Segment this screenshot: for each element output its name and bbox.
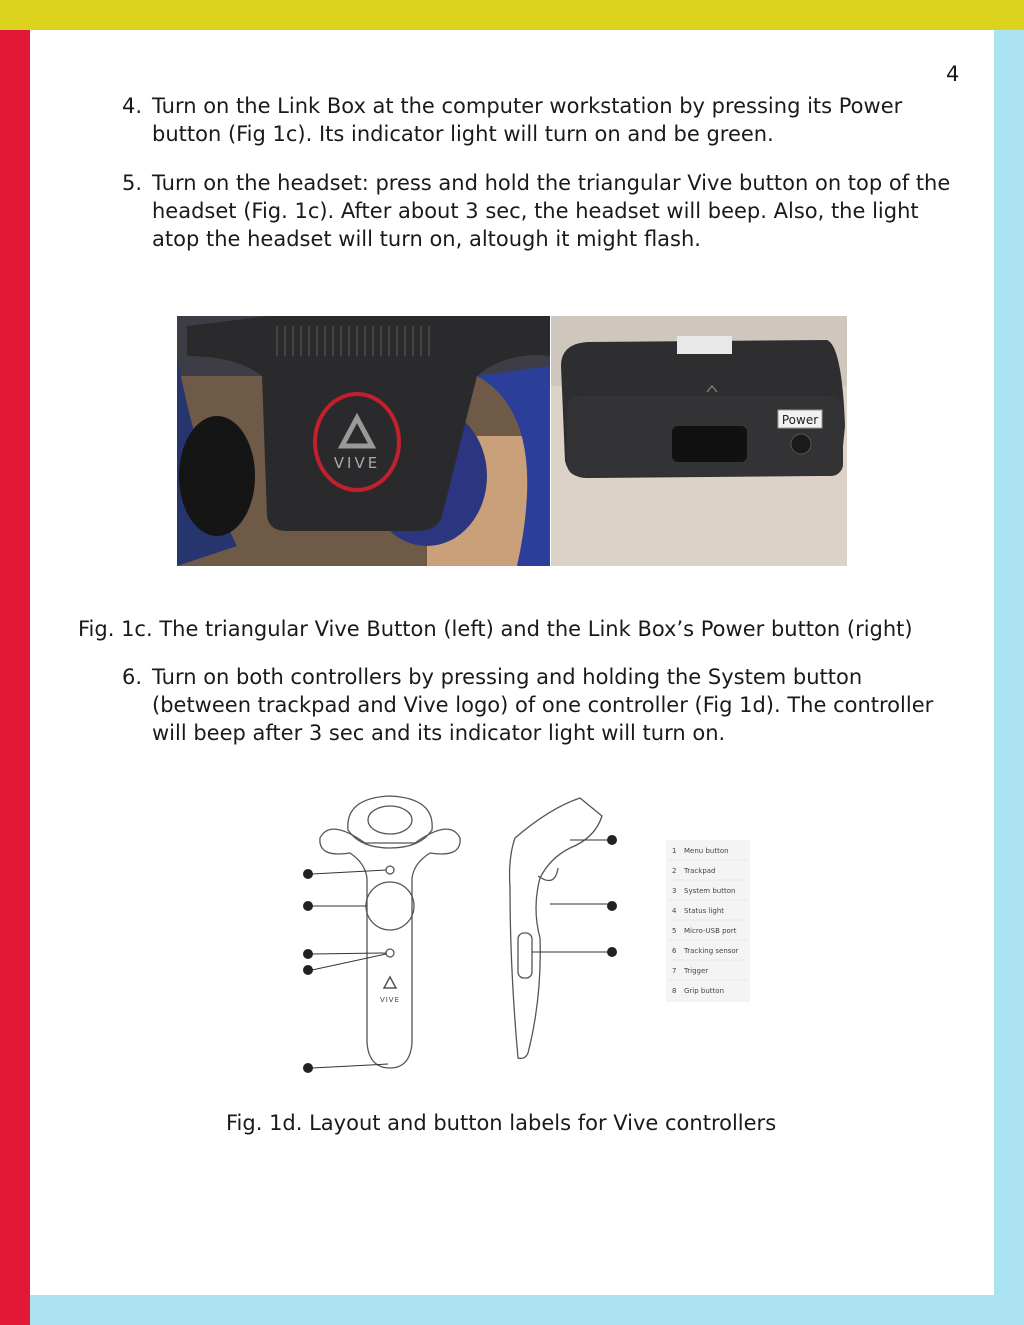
step-number: 4. [122, 94, 143, 118]
step-6 [122, 663, 962, 747]
legend-label: System button [684, 887, 736, 895]
legend-label: Trigger [684, 967, 709, 975]
legend-label: Tracking sensor [684, 947, 739, 955]
legend-number: 4 [672, 907, 677, 915]
legend-number: 6 [672, 947, 677, 955]
legend-number: 5 [672, 927, 677, 935]
step-5 [122, 169, 962, 253]
legend-label: Micro-USB port [684, 927, 737, 935]
figure-1c-caption: Fig. 1c. The triangular Vive Button (left) and the Link Box’s Power button (right) [78, 617, 913, 641]
power-button-icon [791, 434, 811, 454]
controller-logo: VIVE [379, 996, 401, 1004]
controller-legend [666, 840, 750, 1002]
legend-number: 1 [672, 847, 677, 855]
step-text: Turn on both controllers by pressing and holding the System button (between trackpad and Vive logo) of one controller (Fig 1d). The controller will beep after 3 sec and its indicator light will turn on. [152, 665, 934, 745]
bottom-color-bar [30, 1295, 994, 1325]
page-number: 4 [946, 62, 960, 86]
step-4 [122, 92, 962, 148]
figure-1d-caption: Fig. 1d. Layout and button labels for Vive controllers [226, 1111, 777, 1135]
left-color-bar [0, 30, 30, 1325]
headset-photo [177, 316, 550, 566]
legend-number: 3 [672, 887, 677, 895]
headset-logo: VIVE [333, 454, 381, 472]
link-box-photo [551, 316, 847, 566]
legend-number: 2 [672, 867, 677, 875]
legend-number: 8 [672, 987, 677, 995]
power-label: Power [781, 413, 819, 427]
legend-label: Grip button [684, 987, 725, 995]
legend-label: Status light [684, 907, 725, 915]
figure-1d-controller-diagram [270, 768, 755, 1103]
step-number: 6. [122, 665, 143, 689]
step-text: Turn on the Link Box at the computer workstation by pressing its Power button (Fig 1c). Its indicator light will turn on and be green. [152, 94, 903, 146]
legend-label: Trackpad [684, 867, 716, 875]
right-color-bar [994, 30, 1024, 1325]
top-color-bar [0, 0, 1024, 30]
legend-label: Menu button [684, 847, 729, 855]
step-number: 5. [122, 171, 143, 195]
step-text: Turn on the headset: press and hold the triangular Vive button on top of the headset (Fig. 1c). After about 3 sec, the headset will beep. Also, the light atop the headset will turn on, altough it might flash. [152, 171, 951, 251]
legend-number: 7 [672, 967, 677, 975]
figure-1c-photos [177, 316, 847, 566]
